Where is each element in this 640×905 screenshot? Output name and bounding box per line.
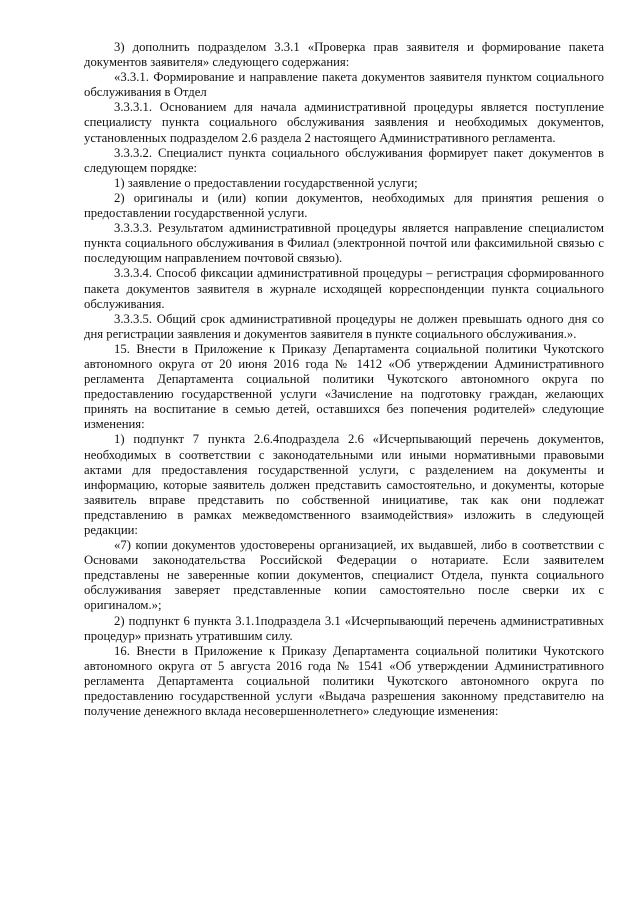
document-body — [84, 40, 604, 719]
paragraph-item-16: 16. Внести в Приложение к Приказу Департамента социальной политики Чукотского автономного округа от 5 августа 2016 года № 1541 «Об утверждении Административного регламента Департамента социальной политики Чукотского автономного округа по предоставлению государственной услуги «Выдача разрешения законному представителю на получение денежного вклада несовершеннолетнего» следующие изменения: — [84, 643, 604, 719]
list-item-1: 1) заявление о предоставлении государственной услуги; — [114, 175, 418, 190]
paragraph-quote-7: «7) копии документов удостоверены организацией, их выдавшей, либо в соответствии с Основами законодательства Российской Федерации о нотариате. Если заявителем представлены не заверенные копии документов, специалист Отдела, пункта социального обслуживания заверяет представленные копии самостоятельно после сверки их с оригиналом.»; — [84, 538, 604, 613]
paragraph-3-3-3-4: 3.3.3.4. Способ фиксации административной процедуры – регистрация сформированного пакета документов заявителя в журнале исходящей корреспонденции пункта социального обслуживания. — [84, 266, 604, 311]
list-item-2: 2) оригиналы и (или) копии документов, необходимых для принятия решения о предоставлении государственной услуги. — [84, 190, 604, 221]
paragraph-item-15: 15. Внести в Приложение к Приказу Департамента социальной политики Чукотского автономного округа от 20 июня 2016 года № 1412 «Об утверждении Административного регламента Департамента социальной политики Чукотского автономного округа по предоставлению государственной услуги «Зачисление на подготовку граждан, желающих принять на воспитание в семью детей, оставшихся без попечения родителей» следующие изменения: — [84, 341, 604, 432]
paragraph-3-3-3-3: 3.3.3.3. Результатом административной процедуры является направление специалистом пункта социального обслуживания в Филиал (электронной почтой или факсимильной связью с последующим направлением почтовой связью). — [84, 221, 604, 266]
paragraph-section-3-3-1: «3.3.1. Формирование и направление пакета документов заявителя пунктом социального обслуживания в Отдел — [84, 70, 604, 100]
paragraph-3-3-3-2: 3.3.3.2. Специалист пункта социального обслуживания формирует пакет документов в следующем порядке: — [84, 145, 604, 175]
paragraph-15-subitem-1: 1) подпункт 7 пункта 2.6.4подраздела 2.6 «Исчерпывающий перечень документов, необходимых в соответствии с законодательными или иными нормативными правовыми актами для предоставления государственной услуги, с разделением на документы и информацию, которые заявитель должен представить самостоятельно, и документы, которые заявитель вправе представить по собственной инициативе, так как они подлежат представлению в рамках межведомственного взаимодействия» изложить в следующей редакции: — [84, 432, 604, 537]
paragraph-3-3-3-5: 3.3.3.5. Общий срок административной процедуры не должен превышать одного дня со дня регистрации заявления и документов заявителя в пункте социального обслуживания.». — [84, 311, 604, 341]
paragraph-15-subitem-2: 2) подпункт 6 пункта 3.1.1подраздела 3.1 «Исчерпывающий перечень административных процедур» признать утратившим силу. — [84, 613, 604, 643]
paragraph-3-3-3-1: 3.3.3.1. Основанием для начала административной процедуры является поступление специалисту пункта социального обслуживания заявления и необходимых документов, установленных подразделом 2.6 раздела 2 настоящего Административного регламента. — [84, 100, 604, 145]
paragraph-item-3: 3) дополнить подразделом 3.3.1 «Проверка прав заявителя и формирование пакета документов заявителя» следующего содержания: — [84, 40, 604, 70]
